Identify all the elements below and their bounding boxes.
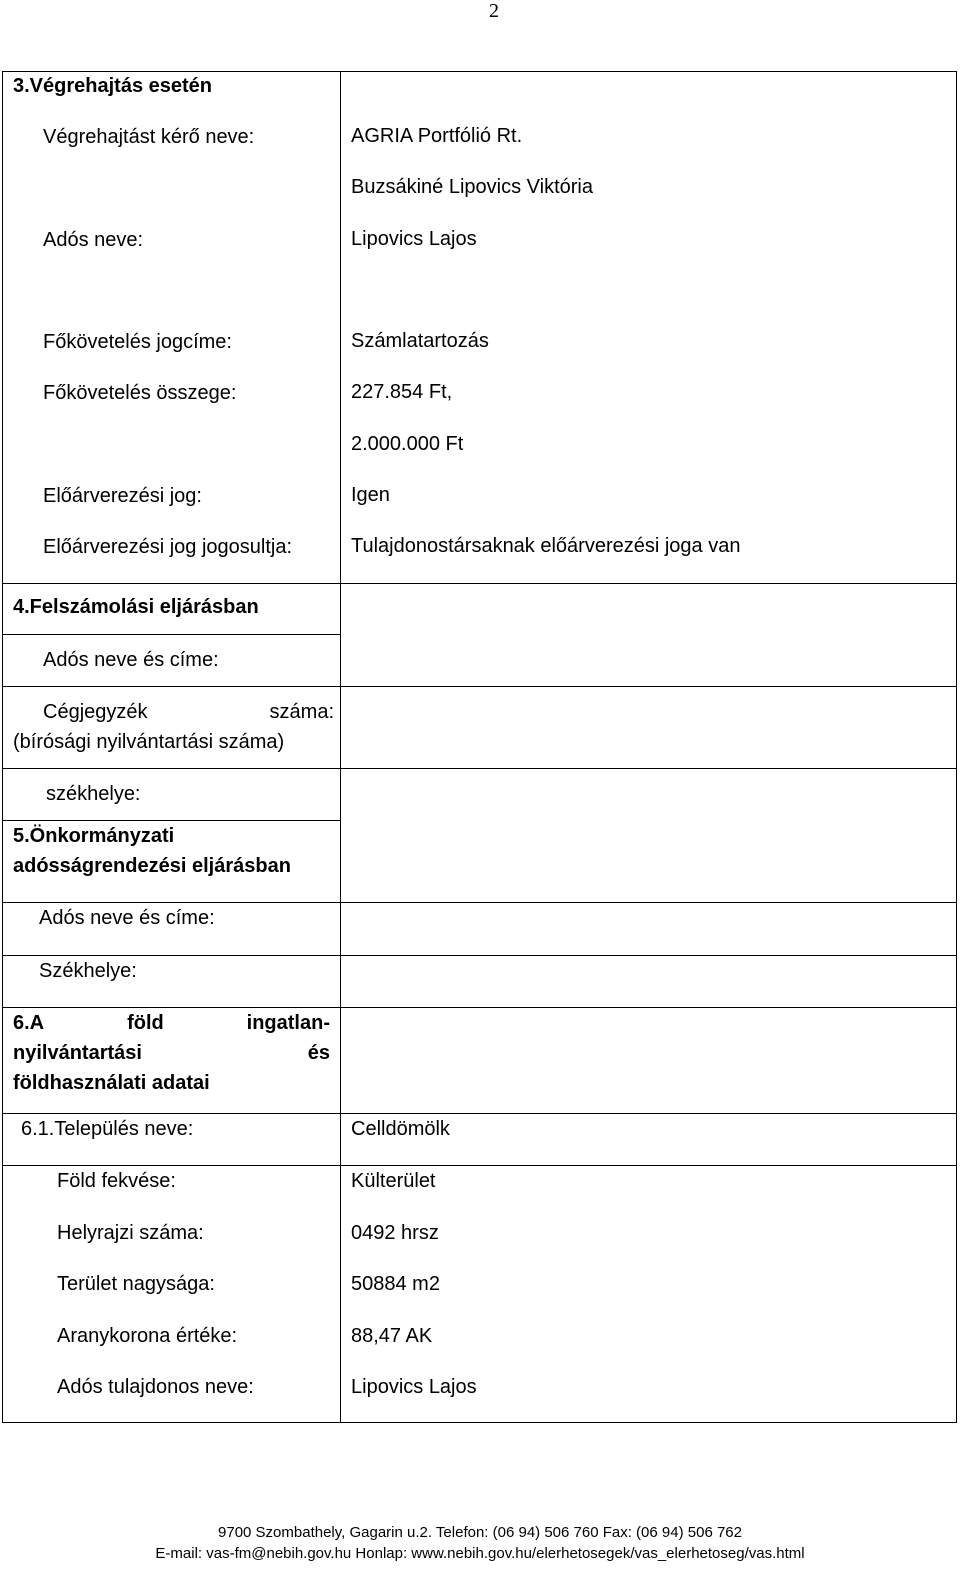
section6-row-label-cell [3,1114,341,1166]
preemption-value: Igen [351,484,390,506]
section6-title-2b: és [307,1042,330,1064]
land-location-value: Külterület [351,1170,436,1192]
section6-title-1c: ingatlan- [246,1012,330,1034]
claim-title-value: Számlatartozás [351,330,489,352]
section5-seat-value-cell [341,956,957,1008]
section6-title-2a: nyilvántartási [13,1042,142,1064]
land-location-label: Föld fekvése: [57,1170,176,1192]
debtor-value: Lipovics Lajos [351,228,477,250]
section5-title-cell [3,821,341,903]
section6-title-3: földhasználati adatai [13,1072,210,1094]
gold-crown-value: 88,47 AK [351,1325,433,1347]
section5-title-1: 5.Önkormányzati [13,825,175,847]
section5-debtor-label: Adós neve és címe: [39,907,215,929]
section6-title-1a: 6.A [13,1012,45,1034]
section5-debtor-value-cell [341,903,957,956]
claim-amount-label: Főkövetelés összege: [43,382,237,404]
section6-title-cell [3,1008,341,1114]
section6-details-values [341,1166,957,1423]
footer-contact: E-mail: vas-fm@nebih.gov.hu Honlap: www.nebih.gov.hu/elerhetosegek/vas_elerhetoseg/vas.html [155,1545,805,1562]
debtor-label: Adós neve: [43,229,144,251]
executor-value-1: AGRIA Portfólió Rt. [351,125,523,147]
gold-crown-label: Aranykorona értéke: [57,1325,238,1347]
section4-registry-label-cell [3,687,341,769]
section4-debtor-value-cell [341,584,957,687]
preemption-label: Előárverezési jog: [43,485,202,507]
section3-title: 3.Végrehajtás esetén [13,75,212,97]
area-value: 50884 m2 [351,1273,440,1295]
section4-registry-label-b: száma: [269,701,334,723]
section6-row-value-cell [341,1114,957,1166]
claim-title-label: Főkövetelés jogcíme: [43,331,232,353]
executor-value-2: Buzsákiné Lipovics Viktória [351,176,593,198]
section4-seat-value-cell [341,769,957,903]
section3-labels [3,72,341,584]
preemption-holder-value: Tulajdonostársaknak előárverezési joga van [351,535,741,557]
section6-details-labels [3,1166,341,1423]
executor-label: Végrehajtást kérő neve: [43,126,255,148]
section6-title-value-cell [341,1008,957,1114]
footer-address: 9700 Szombathely, Gagarin u.2. Telefon: (06 94) 506 760 Fax: (06 94) 506 762 [218,1524,742,1541]
parcel-number-label: Helyrajzi száma: [57,1222,204,1244]
section6-title-1b: föld [127,1012,164,1034]
section5-seat-label: Székhelye: [39,960,137,982]
section4-seat-label: székhelye: [46,783,141,805]
page-number: 2 [489,0,499,22]
land-data-form-table [2,71,957,1423]
section3-values [341,72,957,584]
claim-amount-value-1: 227.854 Ft, [351,381,453,403]
settlement-label: 6.1.Település neve: [21,1118,194,1140]
section4-debtor-label-cell [3,635,341,687]
section4-title-cell [3,584,341,635]
section4-seat-label-cell [3,769,341,821]
section5-seat-label-cell [3,956,341,1008]
section3-block [3,72,957,584]
section4-debtor-label: Adós neve és címe: [43,649,219,671]
area-label: Terület nagysága: [57,1273,215,1295]
settlement-value: Celldömölk [351,1118,450,1140]
parcel-number-value: 0492 hrsz [351,1222,439,1244]
section4-registry-label-c: (bírósági nyilvántartási száma) [13,731,285,753]
section4-registry-value-cell [341,687,957,769]
section5-title-2: adósságrendezési eljárásban [13,855,291,877]
section4-registry-label-a: Cégjegyzék [43,701,148,723]
claim-amount-value-2: 2.000.000 Ft [351,433,464,455]
section5-debtor-label-cell [3,903,341,956]
section4-title: 4.Felszámolási eljárásban [13,596,259,618]
owner-value: Lipovics Lajos [351,1376,477,1398]
preemption-holder-label: Előárverezési jog jogosultja: [43,536,293,558]
owner-label: Adós tulajdonos neve: [57,1376,254,1398]
